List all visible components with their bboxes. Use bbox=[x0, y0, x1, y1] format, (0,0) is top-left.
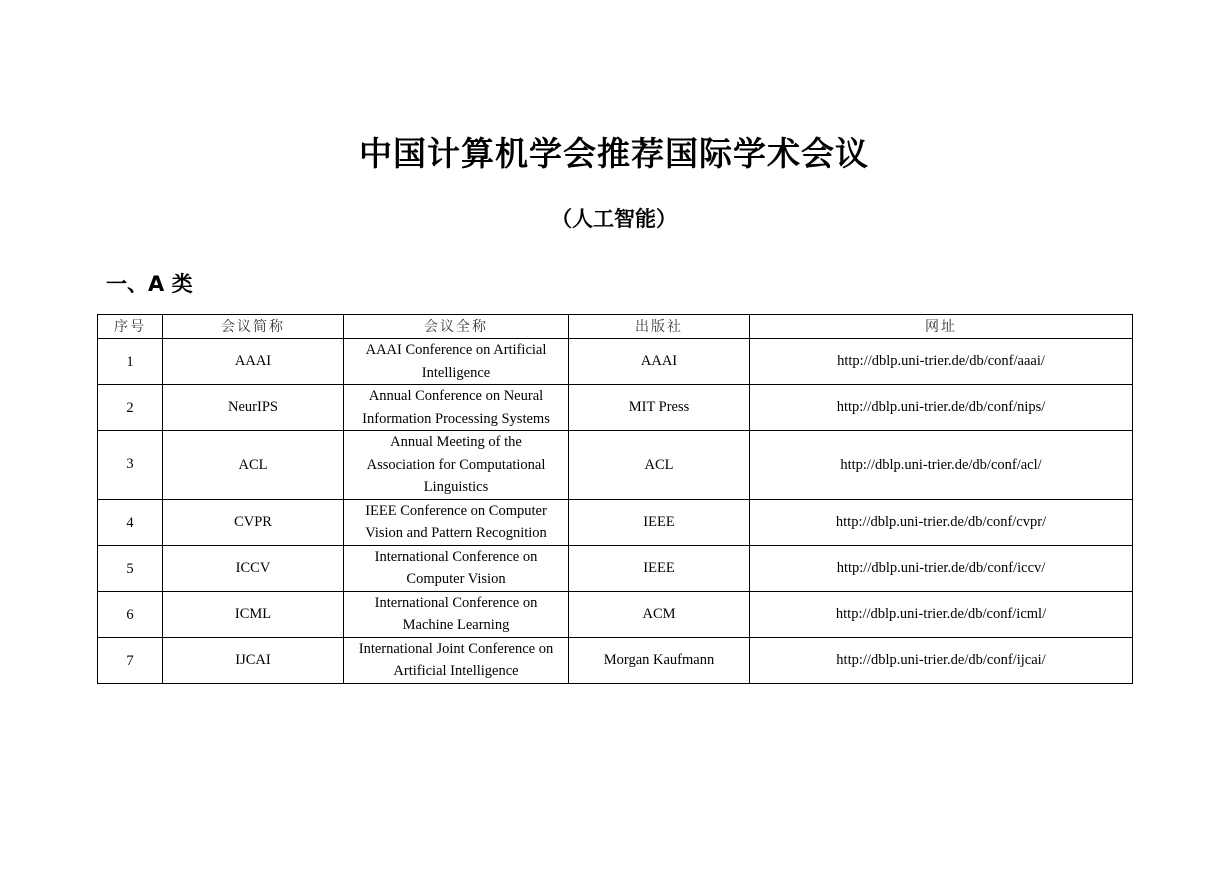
table-row bbox=[98, 637, 1133, 683]
row-publisher: IEEE bbox=[569, 499, 750, 545]
table-row bbox=[98, 545, 1133, 591]
row-publisher: MIT Press bbox=[569, 385, 750, 431]
full-name-line: Information Processing Systems bbox=[362, 410, 550, 427]
full-name-line: International Conference on bbox=[374, 594, 538, 611]
row-full-name bbox=[344, 385, 569, 431]
row-url[interactable]: http://dblp.uni-trier.de/db/conf/iccv/ bbox=[750, 545, 1133, 591]
row-abbreviation: ICCV bbox=[163, 545, 344, 591]
row-full-name bbox=[344, 431, 569, 500]
row-publisher: ACL bbox=[569, 431, 750, 500]
full-name-line: AAAI Conference on Artificial bbox=[365, 342, 547, 358]
header-url: 网址 bbox=[750, 315, 1133, 339]
full-name-line: Intelligence bbox=[421, 364, 491, 381]
row-full-name bbox=[344, 499, 569, 545]
full-name-line: Annual Conference on Neural bbox=[368, 388, 544, 404]
row-abbreviation: IJCAI bbox=[163, 637, 344, 683]
full-name-line: Linguistics bbox=[423, 479, 489, 495]
table-row bbox=[98, 385, 1133, 431]
document-title: 中国计算机学会推荐国际学术会议 bbox=[359, 134, 869, 173]
full-name-line: Artificial Intelligence bbox=[393, 663, 519, 679]
row-number: 2 bbox=[98, 385, 163, 431]
row-number: 7 bbox=[98, 637, 163, 683]
full-name-line: International Conference on bbox=[374, 548, 538, 565]
row-publisher: AAAI bbox=[569, 339, 750, 385]
conference-table bbox=[97, 314, 1133, 684]
table-row bbox=[98, 339, 1133, 385]
row-url[interactable]: http://dblp.uni-trier.de/db/conf/cvpr/ bbox=[750, 499, 1133, 545]
row-abbreviation: NeurIPS bbox=[163, 385, 344, 431]
row-abbreviation: ICML bbox=[163, 591, 344, 637]
full-name-line: Association for Computational bbox=[366, 456, 546, 473]
row-url[interactable]: http://dblp.uni-trier.de/db/conf/ijcai/ bbox=[750, 637, 1133, 683]
row-number: 6 bbox=[98, 591, 163, 637]
row-number: 1 bbox=[98, 339, 163, 385]
full-name-line: Machine Learning bbox=[402, 617, 510, 633]
table-row bbox=[98, 431, 1133, 500]
header-abbreviation: 会议简称 bbox=[163, 315, 344, 339]
row-number: 5 bbox=[98, 545, 163, 591]
row-number: 3 bbox=[98, 431, 163, 500]
row-full-name bbox=[344, 545, 569, 591]
full-name-line: Vision and Pattern Recognition bbox=[365, 525, 547, 541]
row-url[interactable]: http://dblp.uni-trier.de/db/conf/aaai/ bbox=[750, 339, 1133, 385]
table-row bbox=[98, 591, 1133, 637]
row-url[interactable]: http://dblp.uni-trier.de/db/conf/icml/ bbox=[750, 591, 1133, 637]
row-full-name bbox=[344, 591, 569, 637]
row-abbreviation: ACL bbox=[163, 431, 344, 500]
header-number: 序号 bbox=[98, 315, 163, 339]
header-publisher: 出版社 bbox=[569, 315, 750, 339]
row-abbreviation: AAAI bbox=[163, 339, 344, 385]
full-name-line: International Joint Conference on bbox=[358, 640, 554, 657]
row-publisher: ACM bbox=[569, 591, 750, 637]
document-subtitle: （人工智能） bbox=[551, 207, 677, 231]
section-heading: 一、A 类 bbox=[106, 272, 193, 296]
full-name-line: Annual Meeting of the bbox=[390, 434, 522, 450]
row-publisher: IEEE bbox=[569, 545, 750, 591]
full-name-line: Computer Vision bbox=[406, 571, 506, 587]
row-publisher: Morgan Kaufmann bbox=[569, 637, 750, 683]
row-url[interactable]: http://dblp.uni-trier.de/db/conf/acl/ bbox=[750, 431, 1133, 500]
row-abbreviation: CVPR bbox=[163, 499, 344, 545]
full-name-line: IEEE Conference on Computer bbox=[365, 502, 547, 519]
row-number: 4 bbox=[98, 499, 163, 545]
table-row bbox=[98, 499, 1133, 545]
header-full-name: 会议全称 bbox=[344, 315, 569, 339]
row-url[interactable]: http://dblp.uni-trier.de/db/conf/nips/ bbox=[750, 385, 1133, 431]
table-header-row bbox=[98, 315, 1133, 339]
row-full-name bbox=[344, 339, 569, 385]
row-full-name bbox=[344, 637, 569, 683]
